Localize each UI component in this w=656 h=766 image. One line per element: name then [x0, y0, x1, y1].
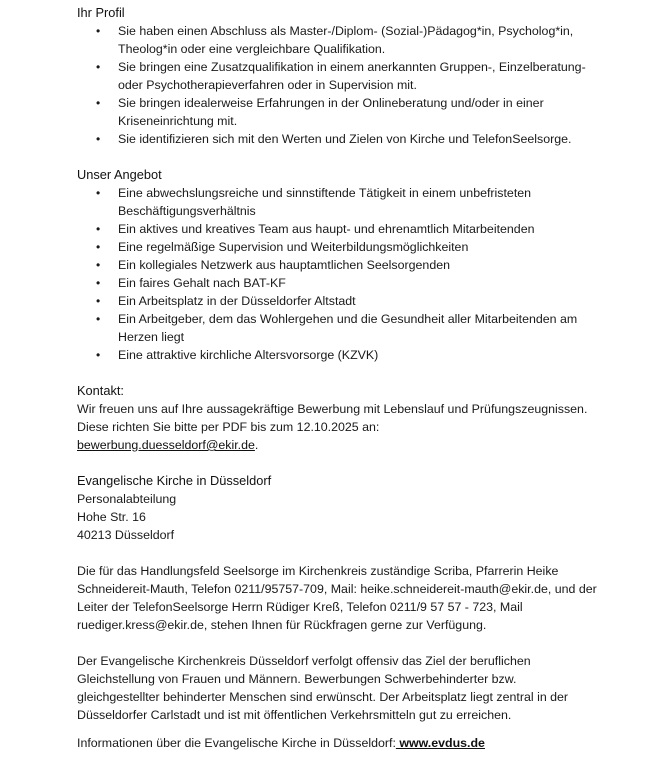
org-name: Evangelische Kirche in Düsseldorf: [77, 473, 272, 488]
city: 40213 Düsseldorf: [77, 528, 175, 542]
list-item: • Sie haben einen Abschluss als Master-/Diplom- (Sozial-)Pädagog*in, Psycholog*in, Theolog*in oder eine vergleichbare Qualifikation.: [96, 24, 574, 56]
bullet-icon: •: [96, 222, 101, 236]
bullet-icon: •: [96, 96, 101, 110]
department: Personalabteilung: [77, 492, 177, 506]
bullet-icon: •: [96, 348, 101, 362]
profile-list: [77, 22, 597, 148]
bullet-icon: •: [96, 24, 101, 38]
bullet-icon: •: [96, 276, 101, 290]
offer-heading: Unser Angebot: [77, 167, 162, 182]
inquiries-paragraph: Die für das Handlungsfeld Seelsorge im Kirchenkreis zuständige Scriba, Pfarrerin Heike Schneidereit-Mauth, Telefon 0211/95757-709, Mail: heike.schneidereit-mauth@ekir.de, und der Leiter der TelefonSeelsorge Herrn Rüdiger Kreß, Telefon 0211/9 57 57 - 723, Mail ruediger.kress@ekir.de, stehen Ihnen für Rückfragen gerne zur Verfügung.: [77, 564, 597, 632]
list-item: • Eine abwechslungsreiche und sinnstiftende Tätigkeit in einem unbefristeten Beschäftigungsverhältnis: [96, 186, 532, 218]
job-posting-document: [77, 4, 597, 752]
bullet-icon: •: [96, 312, 101, 326]
info-line: Informationen über die Evangelische Kirche in Düsseldorf: www.evdus.de: [77, 736, 485, 750]
list-item: • Eine regelmäßige Supervision und Weiterbildungsmöglichkeiten: [96, 240, 469, 254]
street: Hohe Str. 16: [77, 510, 146, 524]
bullet-icon: •: [96, 186, 101, 200]
list-item: • Sie identifizieren sich mit den Werten und Zielen von Kirche und TelefonSeelsorge.: [96, 132, 572, 146]
website-link[interactable]: www.evdus.de: [395, 736, 485, 750]
list-item: • Sie bringen eine Zusatzqualifikation in einem anerkannten Gruppen-, Einzelberatung- oder Psychotherapieverfahren oder in Supervision mit.: [96, 60, 586, 92]
offer-list: [77, 184, 597, 364]
list-item: • Ein Arbeitsplatz in der Düsseldorfer Altstadt: [96, 294, 356, 308]
application-email-link[interactable]: bewerbung.duesseldorf@ekir.de: [77, 438, 255, 452]
list-item: • Ein kollegiales Netzwerk aus hauptamtlichen Seelsorgenden: [96, 258, 450, 272]
contact-text: Wir freuen uns auf Ihre aussagekräftige Bewerbung mit Lebenslauf und Prüfungszeugnissen. Diese richten Sie bitte per PDF bis zum 12.10.2025 an: bewerbung.duesseldorf@ekir.de.: [77, 402, 588, 452]
profile-heading: Ihr Profil: [77, 5, 125, 20]
list-item: • Sie bringen idealerweise Erfahrungen in der Onlineberatung und/oder in einer Kriseneinrichtung mit.: [96, 96, 544, 128]
bullet-icon: •: [96, 258, 101, 272]
list-item: • Eine attraktive kirchliche Altersvorsorge (KZVK): [96, 348, 379, 362]
address-block: [77, 472, 597, 544]
bullet-icon: •: [96, 240, 101, 254]
list-item: • Ein faires Gehalt nach BAT-KF: [96, 276, 286, 290]
contact-heading: Kontakt:: [77, 383, 124, 398]
list-item: • Ein Arbeitgeber, dem das Wohlergehen und die Gesundheit aller Mitarbeitenden am Herzen liegt: [96, 312, 578, 344]
bullet-icon: •: [96, 132, 101, 146]
bullet-icon: •: [96, 294, 101, 308]
bullet-icon: •: [96, 60, 101, 74]
list-item: • Ein aktives und kreatives Team aus haupt- und ehrenamtlich Mitarbeitenden: [96, 222, 535, 236]
equality-paragraph: Der Evangelische Kirchenkreis Düsseldorf verfolgt offensiv das Ziel der beruflichen Gleichstellung von Frauen und Männern. Bewerbungen Schwerbehinderter bzw. gleichgestellter behinderter Menschen sind erwünscht. Der Arbeitsplatz liegt zentral in der Düsseldorfer Carlstadt und ist mit öffentlichen Verkehrsmitteln gut zu erreichen.: [77, 654, 569, 722]
